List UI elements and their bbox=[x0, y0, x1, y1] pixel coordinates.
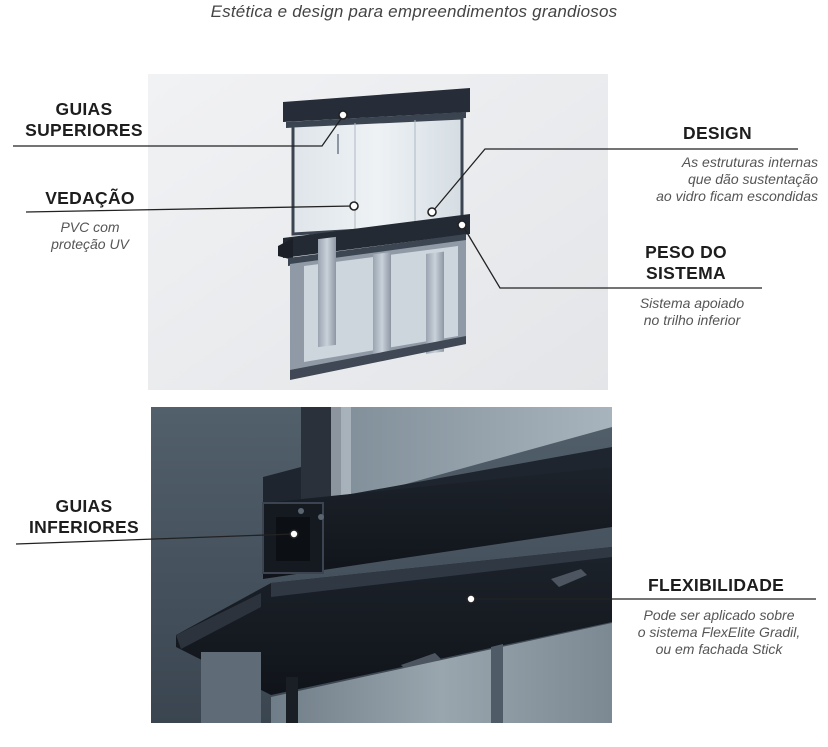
callout-flexibilidade-description: Pode ser aplicado sobre o sistema FlexElite Gradil, ou em fachada Stick bbox=[637, 607, 801, 657]
callout-guias-superiores-title: GUIAS SUPERIORES bbox=[25, 99, 143, 140]
top-product-render bbox=[148, 74, 608, 390]
callout-peso-do-sistema-title: PESO DO SISTEMA bbox=[645, 242, 727, 283]
callout-guias-inferiores-title: GUIAS INFERIORES bbox=[29, 496, 139, 537]
page-headline: Estética e design para empreendimentos grandiosos bbox=[210, 2, 618, 21]
callout-vedacao-title: VEDAÇÃO bbox=[45, 188, 135, 208]
callout-flexibilidade-title: FLEXIBILIDADE bbox=[648, 575, 785, 595]
callout-vedacao-description: PVC com proteção UV bbox=[51, 219, 129, 252]
bottom-profile-closeup bbox=[151, 407, 612, 723]
callout-peso-do-sistema-description: Sistema apoiado no trilho inferior bbox=[639, 295, 745, 328]
callout-design-title: DESIGN bbox=[683, 123, 752, 143]
callout-design-description: As estruturas internas que dão sustentação ao vidro ficam escondidas bbox=[656, 154, 818, 204]
